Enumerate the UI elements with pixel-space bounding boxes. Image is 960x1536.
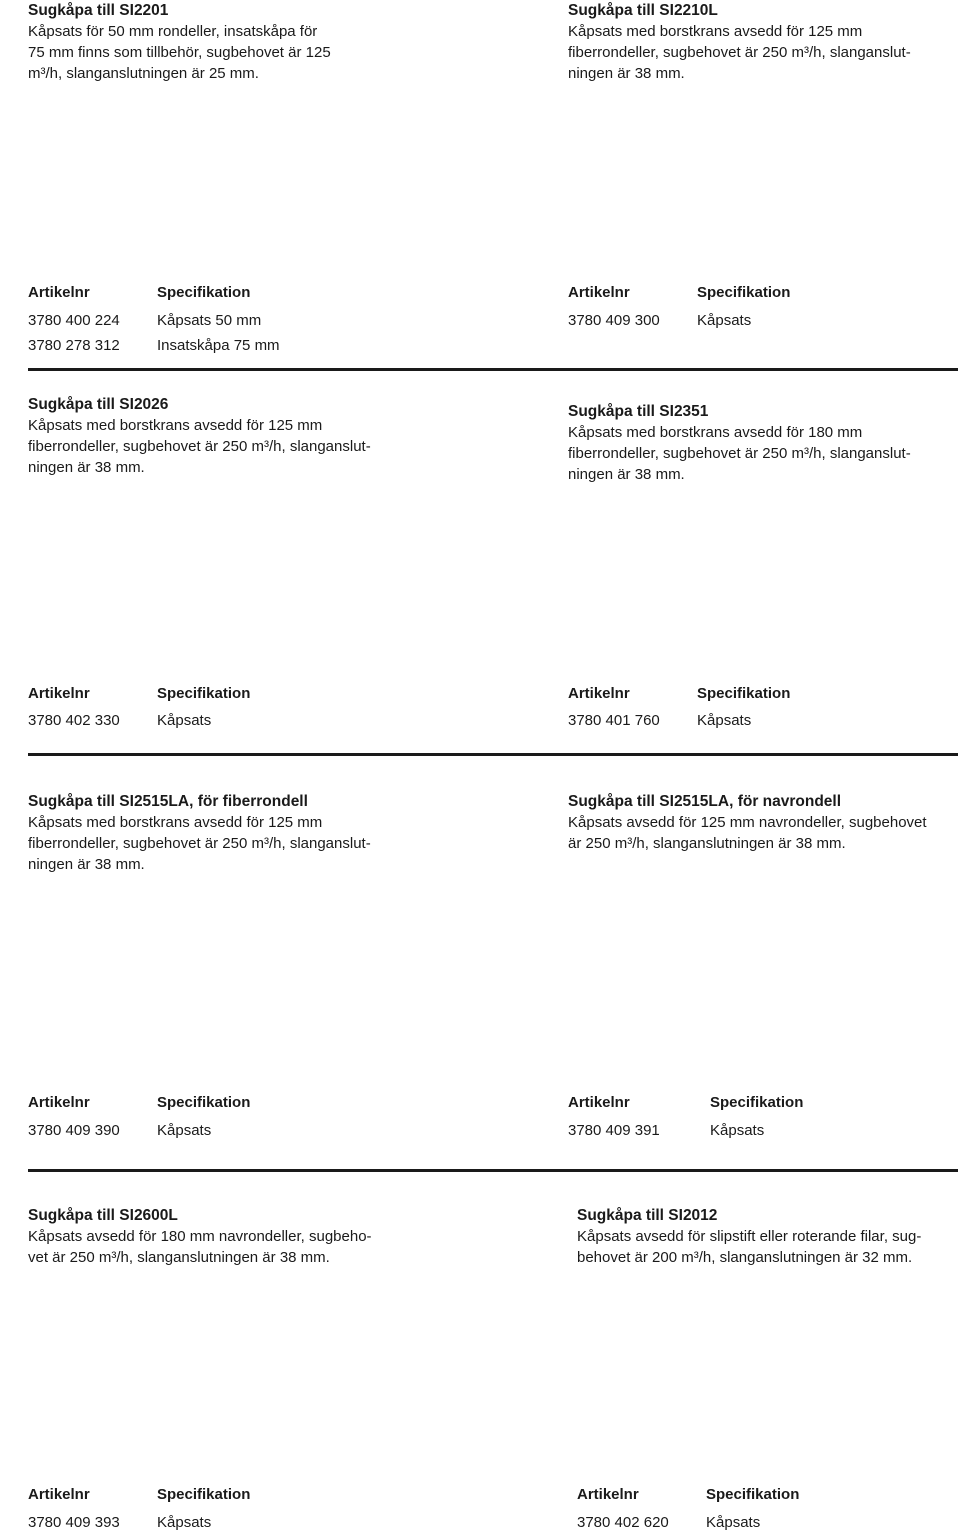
product-block-si2026 — [28, 394, 371, 478]
product-title: Sugkåpa till SI2351 — [568, 403, 709, 420]
col-header-artikelnr: Artikelnr — [577, 1486, 639, 1503]
article-spec: Kåpsats 50 mm — [157, 312, 262, 329]
col-header-artikelnr: Artikelnr — [568, 685, 630, 702]
product-desc-line: Kåpsats avsedd för 125 mm navrondeller, sugbehovet — [568, 814, 927, 831]
product-desc-line: Kåpsats med borstkrans avsedd för 180 mm — [568, 424, 863, 441]
product-block-si2515la-nav — [568, 791, 927, 854]
product-desc-line: ningen är 38 mm. — [568, 65, 685, 82]
col-header-specifikation: Specifikation — [706, 1486, 800, 1503]
col-header-artikelnr: Artikelnr — [28, 284, 90, 301]
col-header-specifikation: Specifikation — [157, 284, 251, 301]
article-spec: Kåpsats — [157, 1514, 212, 1531]
product-desc-line: 75 mm finns som tillbehör, sugbehovet är 125 — [28, 44, 331, 61]
product-desc-line: Kåpsats avsedd för slipstift eller roterande filar, sug- — [577, 1228, 922, 1245]
product-title: Sugkåpa till SI2600L — [28, 1207, 178, 1224]
product-title: Sugkåpa till SI2012 — [577, 1207, 718, 1224]
article-number: 3780 402 620 — [577, 1514, 669, 1531]
article-spec: Kåpsats — [157, 712, 212, 729]
article-spec: Kåpsats — [710, 1122, 765, 1139]
product-desc-line: är 250 m³/h, slanganslutningen är 38 mm. — [568, 835, 846, 852]
col-header-artikelnr: Artikelnr — [568, 1094, 630, 1111]
product-desc-line: ningen är 38 mm. — [568, 466, 685, 483]
section-divider — [28, 1169, 958, 1172]
product-desc-line: fiberrondeller, sugbehovet är 250 m³/h, slanganslut- — [28, 438, 371, 455]
col-header-artikelnr: Artikelnr — [28, 685, 90, 702]
article-number: 3780 400 224 — [28, 312, 120, 329]
col-header-specifikation: Specifikation — [697, 284, 791, 301]
product-block-si2351 — [568, 401, 911, 485]
col-header-specifikation: Specifikation — [157, 1094, 251, 1111]
article-number: 3780 409 390 — [28, 1122, 120, 1139]
product-desc-line: fiberrondeller, sugbehovet är 250 m³/h, slanganslut- — [568, 445, 911, 462]
section-divider — [28, 368, 958, 371]
article-number: 3780 409 393 — [28, 1514, 120, 1531]
product-title: Sugkåpa till SI2210L — [568, 2, 718, 19]
product-title: Sugkåpa till SI2515LA, för fiberrondell — [28, 793, 308, 810]
product-desc-line: ningen är 38 mm. — [28, 856, 145, 873]
article-spec: Kåpsats — [706, 1514, 761, 1531]
col-header-specifikation: Specifikation — [710, 1094, 804, 1111]
article-number: 3780 402 330 — [28, 712, 120, 729]
product-desc-line: fiberrondeller, sugbehovet är 250 m³/h, slanganslut- — [568, 44, 911, 61]
section-divider — [28, 753, 958, 756]
article-spec: Kåpsats — [697, 312, 752, 329]
article-spec: Kåpsats — [157, 1122, 212, 1139]
article-number: 3780 401 760 — [568, 712, 660, 729]
col-header-artikelnr: Artikelnr — [28, 1094, 90, 1111]
product-title: Sugkåpa till SI2515LA, för navrondell — [568, 793, 842, 810]
product-desc-line: Kåpsats med borstkrans avsedd för 125 mm — [28, 417, 323, 434]
col-header-artikelnr: Artikelnr — [568, 284, 630, 301]
product-desc-line: vet är 250 m³/h, slanganslutningen är 38 mm. — [28, 1249, 330, 1266]
article-number: 3780 278 312 — [28, 337, 120, 354]
product-block-si2600l — [28, 1205, 372, 1268]
article-spec: Insatskåpa 75 mm — [157, 337, 280, 354]
article-spec: Kåpsats — [697, 712, 752, 729]
article-number: 3780 409 300 — [568, 312, 660, 329]
col-header-specifikation: Specifikation — [157, 685, 251, 702]
product-desc-line: Kåpsats avsedd för 180 mm navrondeller, sugbeho- — [28, 1228, 372, 1245]
product-desc-line: behovet är 200 m³/h, slanganslutningen är 32 mm. — [577, 1249, 913, 1266]
product-desc-line: Kåpsats för 50 mm rondeller, insatskåpa för — [28, 23, 318, 40]
product-title: Sugkåpa till SI2026 — [28, 396, 169, 413]
product-block-si2515la-fiber — [28, 791, 371, 875]
product-title: Sugkåpa till SI2201 — [28, 2, 169, 19]
product-desc-line: Kåpsats med borstkrans avsedd för 125 mm — [28, 814, 323, 831]
col-header-specifikation: Specifikation — [697, 685, 791, 702]
product-block-si2012 — [577, 1205, 921, 1268]
product-block-si2210l — [568, 0, 911, 84]
product-desc-line: Kåpsats med borstkrans avsedd för 125 mm — [568, 23, 863, 40]
product-desc-line: fiberrondeller, sugbehovet är 250 m³/h, slanganslut- — [28, 835, 371, 852]
product-desc-line: ningen är 38 mm. — [28, 459, 145, 476]
article-number: 3780 409 391 — [568, 1122, 660, 1139]
col-header-specifikation: Specifikation — [157, 1486, 251, 1503]
product-block-si2201 — [28, 0, 331, 84]
product-desc-line: m³/h, slanganslutningen är 25 mm. — [28, 65, 259, 82]
col-header-artikelnr: Artikelnr — [28, 1486, 90, 1503]
